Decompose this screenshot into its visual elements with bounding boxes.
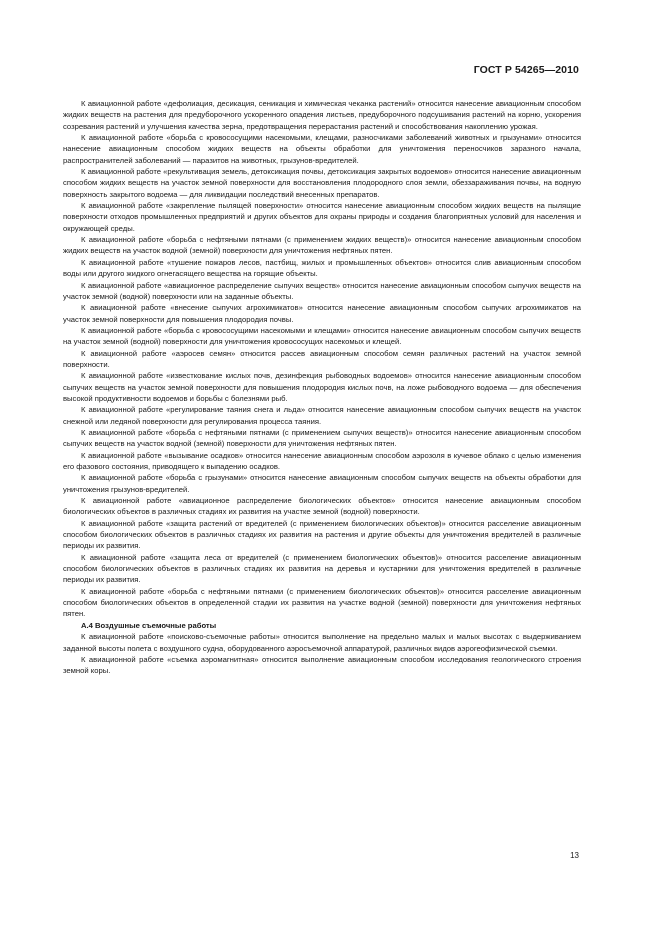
paragraph-search-survey: К авиационной работе «поисково-съемочные работы» относится выполнение на предельно малых и малых высотах с выдерживанием заданной высоты полета с воздушного судна, оборудованного аэросъемочной аппаратурой, различных видов аэрогеофизической съемки. [63, 632, 581, 653]
paragraph-oil-spills-bulk: К авиационной работе «борьба с нефтяными пятнами (с применением сыпучих веществ)» относится нанесение авиационным способом сыпучих веществ на участок водной (земной) поверхности для уничтожения нефтяных пятен. [63, 427, 581, 449]
paragraph-plant-protection-bio: К авиационной работе «защита растений от вредителей (с применением биологических объектов)» относится расселение авиационным способом биологических объектов в различных стадиях их развития на растения и другие объекты для уничтожения вредителей в различные периоды их развития. [63, 518, 581, 551]
paragraph-land-recultivation: К авиационной работе «рекультивация земель, детоксикация почвы, детоксикация закрытых водоемов» относится нанесение авиационным способом жидких веществ на участок земной поверхности для восстановления плодородного слоя земли, обеззараживания почвы, на водную поверхность закрытого водоема — для ликвидации последствий внесенных препаратов. [63, 167, 581, 199]
paragraph-liming: К авиационной работе «известкование кислых почв, дезинфекция рыбоводных водоемов» относится нанесение авиационным способом сыпучих веществ на участок земной поверхности для повышения плодородия кислых почв, на ложе рыбоводного водоема — для обеспечения высокой продуктивности водоемов и борьбы с болезнями рыб. [63, 371, 581, 403]
paragraph-aeromagnetic-survey: К авиационной работе «съемка аэромагнитная» относится выполнение авиационным способом исследования геологического строения земной коры. [63, 654, 581, 676]
paragraph-precipitation: К авиационной работе «вызывание осадков» относится нанесение авиационным способом аэрозоля в кучевое облако с целью изменения его фазового состояния, приводящего к выпадению осадков. [63, 450, 581, 471]
paragraph-bulk-agrochemicals: К авиационной работе «внесение сыпучих агрохимикатов» относится нанесение авиационным способом сыпучих агрохимикатов на участок земной поверхности для повышения плодородия почвы. [63, 303, 581, 324]
paragraph-bloodsucking-insects-liquid: К авиационной работе «борьба с кровососущими насекомыми, клещами, разносчиками заболеваний животных и грызунами» относится нанесение авиационным способом жидких веществ на объекты обработки для уничтожения переносчиков заразного начала, распространителей заболеваний — паразитов на животных, грызунов-вредителей. [63, 133, 581, 165]
document-body [63, 98, 581, 677]
paragraph-snow-melting: К авиационной работе «регулирование таяния снега и льда» относится нанесение авиационным способом сыпучих веществ на участок снежной или ледяной поверхности для регулирования процесса таяния. [63, 405, 581, 426]
paragraph-bloodsucking-insects-bulk: К авиационной работе «борьба с кровососущими насекомыми и клещами» относится нанесение авиационным способом сыпучих веществ на участок земной (водной) поверхности для уничтожения кровососущих насекомых и клещей. [63, 325, 581, 347]
paragraph-dust-surface-fixing: К авиационной работе «закрепление пылящей поверхности» относится нанесение авиационным способом жидких веществ на пылящие поверхности отходов промышленных предприятий и других объектов для охраны природы и создания благоприятных условий для населения и окружающей среды. [63, 201, 581, 233]
paragraph-biological-distribution: К авиационной работе «авиационное распределение биологических объектов» относится нанесение авиационным способом биологических объектов в различных стадиях их развития на участке земной (водной) поверхности. [63, 496, 581, 517]
page-number: 13 [570, 851, 579, 860]
paragraph-oil-spills-liquid: К авиационной работе «борьба с нефтяными пятнами (с применением жидких веществ)» относится нанесение авиационным способом жидких веществ на участок водной (земной) поверхности для уничтожения нефтяных пятен. [63, 235, 581, 256]
section-heading: А.4 Воздушные съемочные работы [81, 620, 217, 630]
paragraph-bulk-distribution: К авиационной работе «авиационное распределение сыпучих веществ» относится нанесение авиационным способом сыпучих веществ на участок земной (водной) поверхности или на заданные объекты. [63, 280, 581, 301]
paragraph-firefighting: К авиационной работе «тушение пожаров лесов, пастбищ, жилых и промышленных объектов» относится слив авиационным способом воды или другого жидкого огнегасящего вещества на горящие объекты. [63, 257, 581, 279]
paragraph-forest-protection-bio: К авиационной работе «защита леса от вредителей (с применением биологических объектов)» относится расселение авиационным способом биологических объектов в различных стадиях их развития на деревья и кустарники для уничтожения вредителей в различные периоды их развития. [63, 552, 581, 585]
paragraph-rodent-control: К авиационной работе «борьба с грызунами» относится нанесение авиационным способом сыпучих веществ на объекты обработки для уничтожения грызунов-вредителей. [63, 473, 581, 494]
paragraph-defoliation: К авиационной работе «дефолиация, десикация, сеникация и химическая чеканка растений» относится нанесение авиационным способом жидких веществ на растения для предуборочного ускоренного опадения листьев, предуборочного подсушивания растений на корню, ускорения созревания растений и улучшения качества зерна, предотвращения перерастания растений и способствования накоплению урожая. [63, 99, 581, 131]
document-standard-number: ГОСТ Р 54265—2010 [473, 64, 579, 76]
paragraph-oil-spills-bio: К авиационной работе «борьба с нефтяными пятнами (с применением биологических объектов)» относится расселение авиационным способом биологических объектов в определенной стадии их развития на участке водной (земной) поверхности для уничтожения нефтяных пятен. [63, 586, 581, 619]
paragraph-seed-sowing: К авиационной работе «аэросев семян» относится рассев авиационным способом семян различных растений на участок земной поверхности. [63, 348, 581, 369]
